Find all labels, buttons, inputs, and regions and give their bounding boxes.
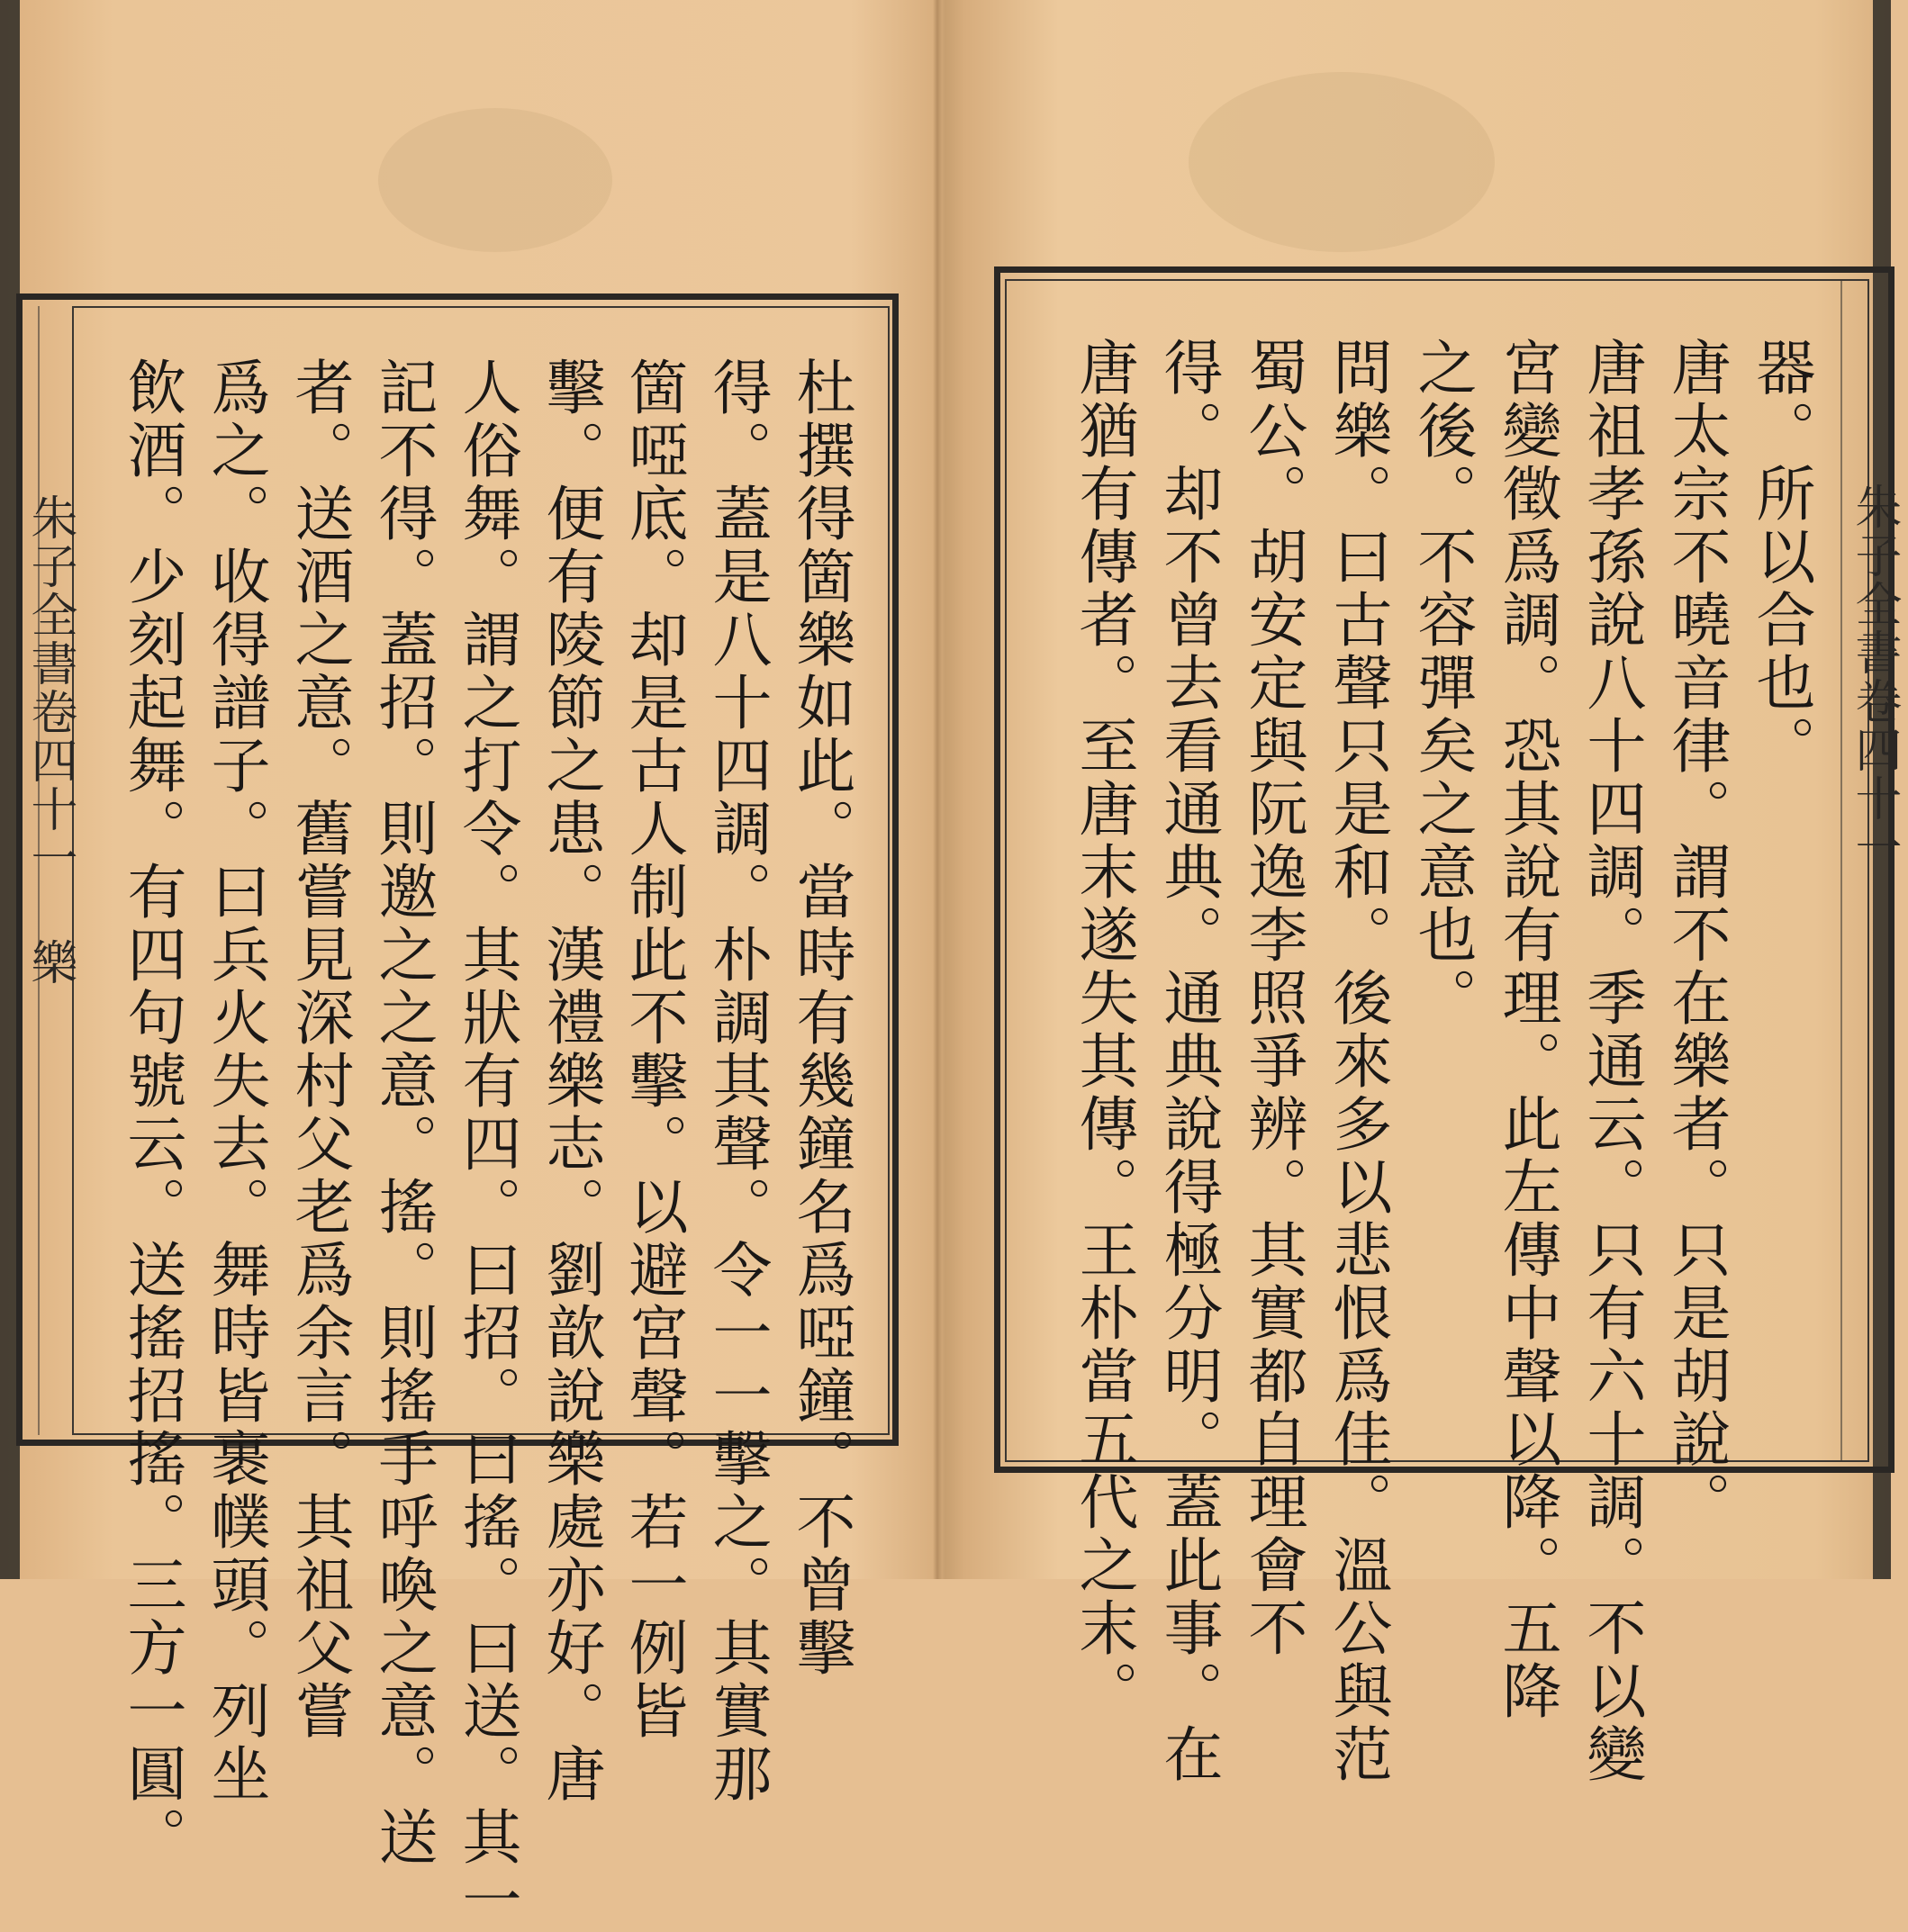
- left-column-8: 爲之。收得譜子。曰兵火失去。舞時皆裹幞頭。列坐: [201, 357, 270, 1806]
- left-column-3: 箇啞底。却是古人制此不擊。以避宮聲。若一例皆: [619, 357, 688, 1743]
- right-column-7: 蜀公。胡安定與阮逸李照爭辨。其實都自理會不: [1238, 337, 1307, 1660]
- right-column-4: 宮變徵爲調。恐其說有理。此左傳中聲以降。五降: [1492, 337, 1561, 1723]
- left-column-1: 杜撰得箇樂如此。當時有幾鐘名爲啞鐘。不曾擊: [786, 357, 855, 1680]
- left-column-6: 記不得。蓋招。則邀之之意。搖。則搖手呼喚之意。送: [368, 357, 438, 1869]
- right-column-2: 唐太宗不曉音律。謂不在樂者。只是胡說。: [1661, 337, 1731, 1534]
- right-column-8: 得。却不曾去看通典。通典說得極分明。蓋此事。在: [1153, 337, 1223, 1786]
- right-column-3: 唐祖孝孫說八十四調。季通云。只有六十調。不以變: [1577, 337, 1646, 1786]
- left-column-7: 者。送酒之意。舊嘗見深村父老爲余言。其祖父嘗: [285, 357, 354, 1743]
- right-page: [940, 0, 1901, 1786]
- right-column-9: 唐猶有傳者。至唐末遂失其傳。王朴當五代之末。: [1069, 337, 1138, 1723]
- right-column-5: 之後。不容彈矣之意也。: [1407, 337, 1477, 1030]
- right-column-6: 問樂。曰古聲只是和。後來多以悲恨爲佳。溫公與范: [1323, 337, 1392, 1786]
- left-column-9: 飲酒。少刻起舞。有四句號云。送搖招搖。三方一圓。: [117, 357, 186, 1869]
- right-page-margin-label: 朱子全書卷四十一: [1847, 483, 1901, 871]
- left-page: [0, 0, 936, 1932]
- left-column-4: 擊。便有陵節之患。漢禮樂志。劉歆說樂處亦好。唐: [536, 357, 605, 1806]
- right-column-1: 器。所以合也。: [1746, 337, 1815, 778]
- left-column-2: 得。蓋是八十四調。朴調其聲。令一一擊之。其實那: [702, 357, 772, 1806]
- left-page-margin-label: 朱子全書卷四十一 樂: [23, 493, 77, 987]
- left-column-5: 人俗舞。謂之打令。其狀有四。曰招。曰搖。曰送。其一: [452, 357, 521, 1932]
